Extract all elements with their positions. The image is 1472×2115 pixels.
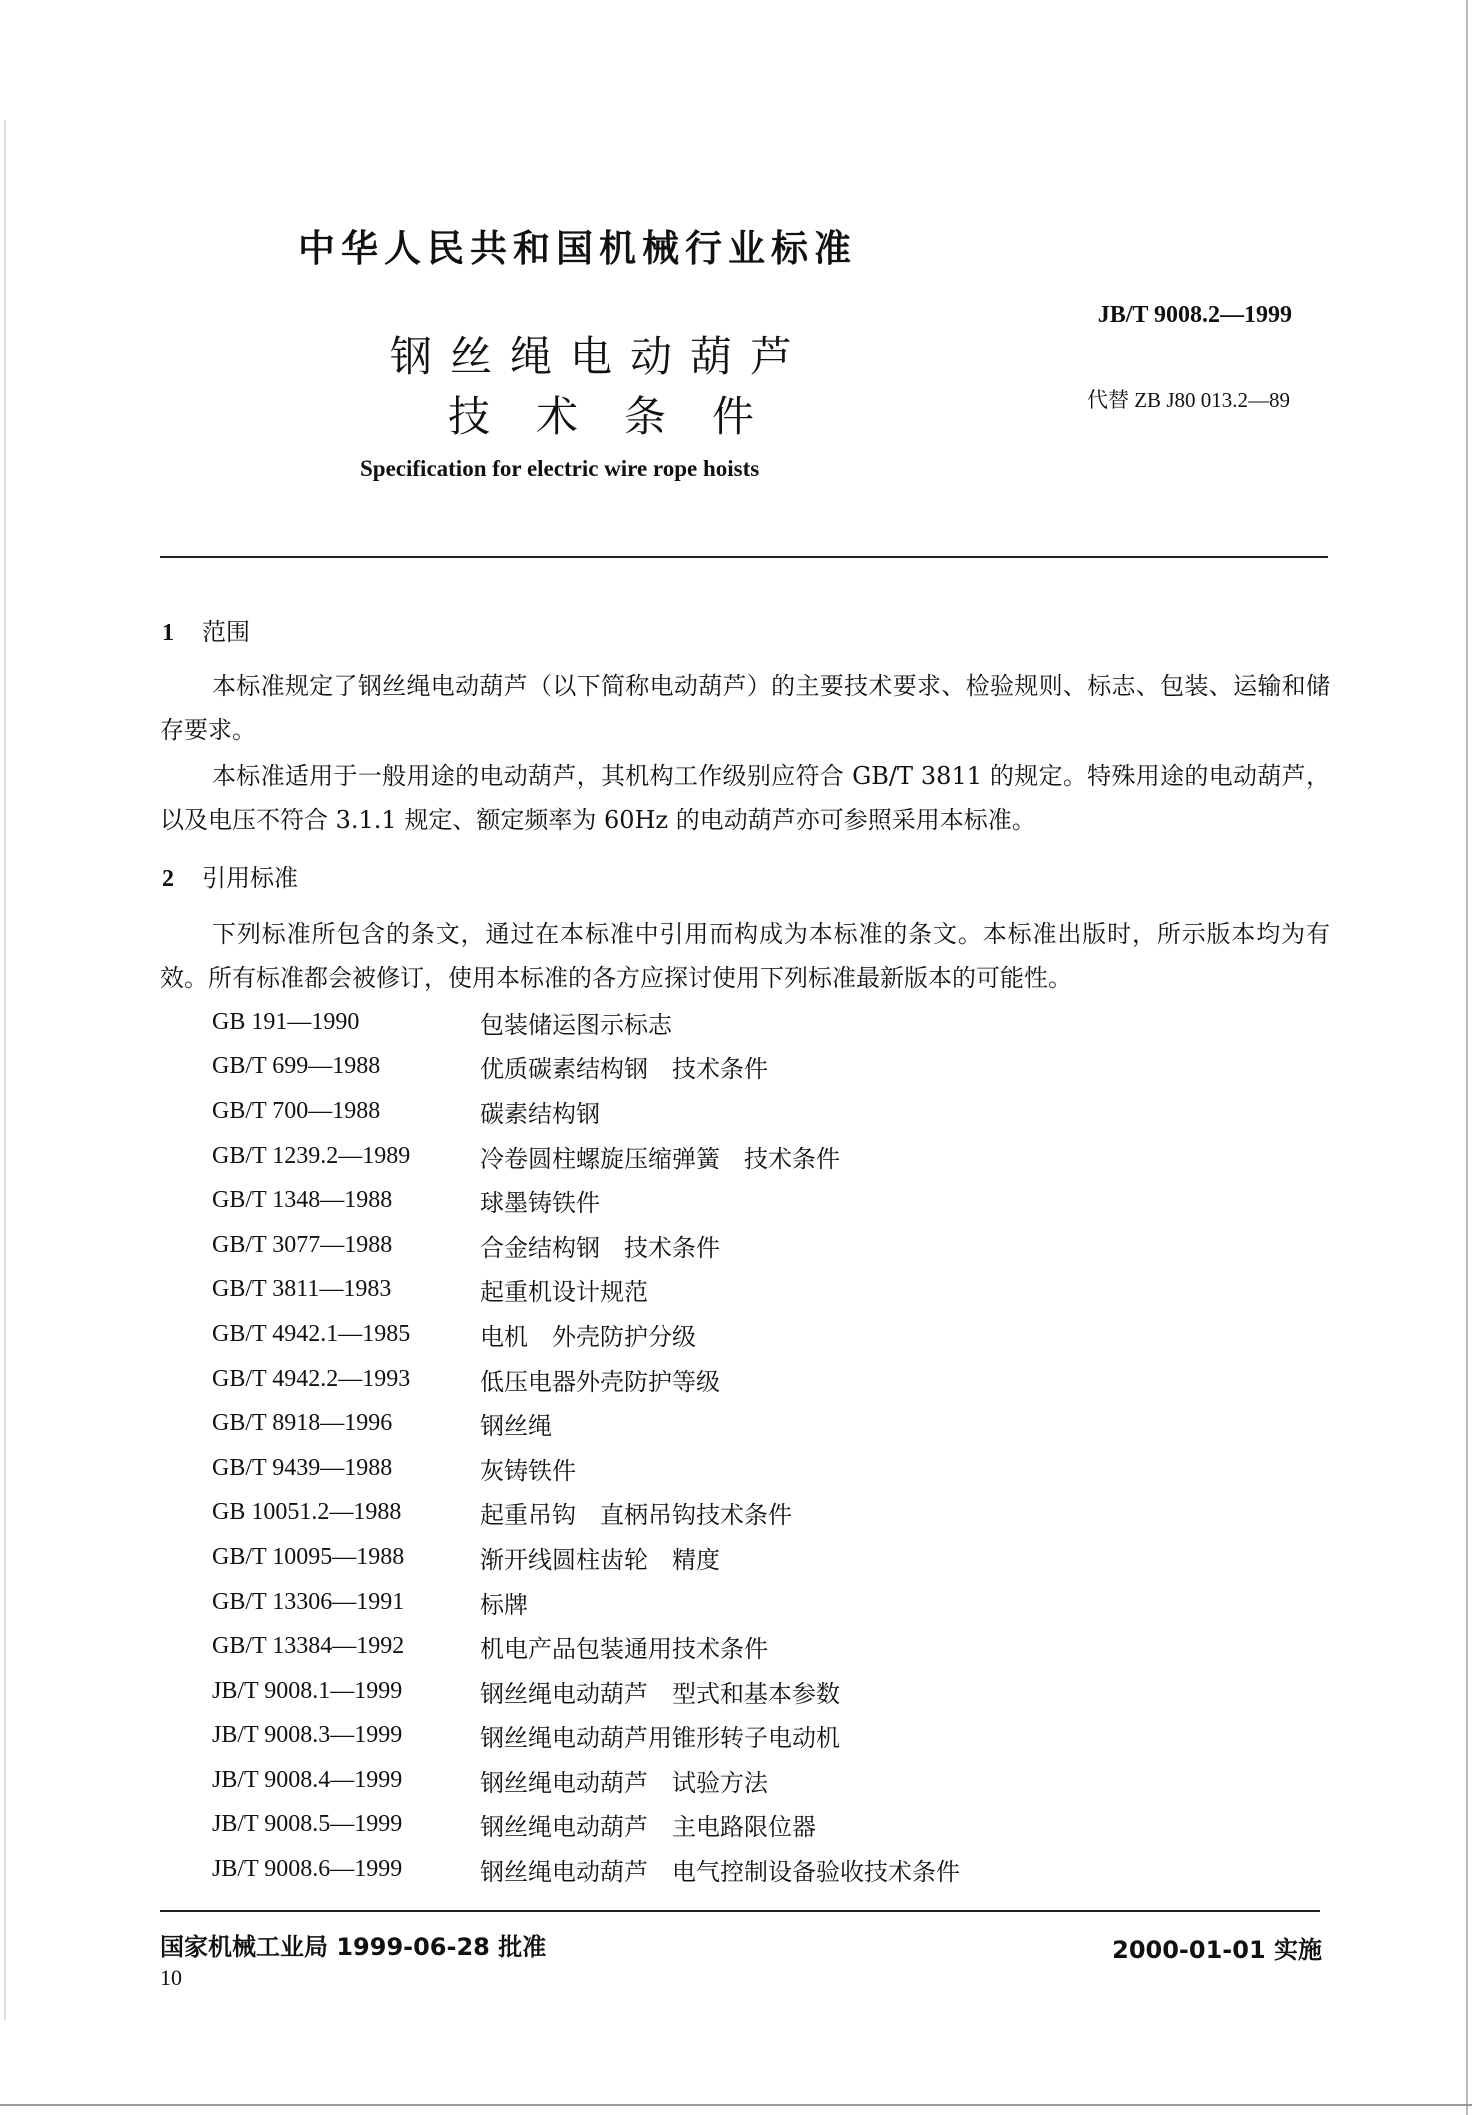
reference-code: GB/T 4942.2—1993 [212,1365,411,1392]
section-1-number: 1 [162,620,174,646]
section-1-heading [162,612,250,647]
document-title-line1: 钢丝绳电动葫芦 [390,332,811,381]
effective-date: 2000-01-01 实施 [1112,1936,1322,1964]
approval-statement: 国家机械工业局 1999-06-28 批准 [160,1933,547,1961]
reference-title: 标牌 [480,1590,528,1619]
reference-title: 冷卷圆柱螺旋压缩弹簧 技术条件 [480,1144,840,1173]
reference-title: 钢丝绳电动葫芦 型式和基本参数 [480,1679,840,1708]
reference-code: GB/T 699—1988 [212,1053,381,1080]
reference-code: GB/T 3077—1988 [212,1231,393,1258]
reference-standards-list [212,1000,960,1892]
reference-title: 包装储运图示标志 [480,1010,672,1039]
reference-row [212,1401,960,1446]
reference-code: GB/T 700—1988 [212,1097,381,1124]
reference-row [212,1491,960,1536]
reference-code: GB/T 1239.2—1989 [212,1142,411,1169]
industry-standard-title: 中华人民共和国机械行业标准 [298,227,857,270]
reference-title: 钢丝绳电动葫芦用锥形转子电动机 [480,1724,840,1753]
reference-title: 钢丝绳电动葫芦 主电路限位器 [480,1813,816,1842]
reference-title: 起重吊钩 直柄吊钩技术条件 [480,1501,792,1530]
reference-row [212,1580,960,1625]
reference-row [212,1669,960,1714]
reference-row [212,1268,960,1313]
reference-row [212,1045,960,1090]
replaces-standard: 代替 ZB J80 013.2—89 [1086,388,1290,412]
reference-title: 灰铸铁件 [480,1456,576,1485]
reference-row [212,1624,960,1669]
reference-code: JB/T 9008.5—1999 [212,1811,403,1838]
section-2-title: 引用标准 [202,864,298,892]
reference-row [212,1223,960,1268]
section-1-title: 范围 [202,618,250,646]
reference-title: 钢丝绳 [480,1412,552,1441]
reference-title: 合金结构钢 技术条件 [480,1233,720,1262]
standard-number: JB/T 9008.2—1999 [1097,302,1292,328]
reference-code: GB 10051.2—1988 [212,1499,402,1526]
document-title-line2: 技术条件 [448,392,801,441]
reference-title: 机电产品包装通用技术条件 [480,1635,768,1664]
reference-title: 渐开线圆柱齿轮 精度 [480,1545,720,1574]
scan-edge-left [4,120,6,2020]
section-1-paragraph-1: 本标准规定了钢丝绳电动葫芦（以下简称电动葫芦）的主要技术要求、检验规则、标志、包装、运输和储存要求。 [160,672,1330,744]
reference-code: GB/T 13306—1991 [212,1588,405,1615]
reference-code: GB/T 9439—1988 [212,1454,393,1481]
document-title-english: Specification for electric wire rope hoists [360,456,760,481]
reference-row [212,1446,960,1491]
footer-divider [160,1910,1320,1912]
section-2-number: 2 [162,866,174,892]
reference-code: GB/T 4942.1—1985 [212,1320,411,1347]
reference-code: JB/T 9008.1—1999 [212,1677,403,1704]
scan-edge-bottom [0,2104,1472,2106]
reference-title: 起重机设计规范 [480,1278,648,1307]
reference-title: 电机 外壳防护分级 [480,1322,696,1351]
reference-title: 低压电器外壳防护等级 [480,1367,720,1396]
header-divider [160,556,1328,558]
reference-row [212,1134,960,1179]
reference-row [212,1178,960,1223]
reference-row [212,1803,960,1848]
reference-row [212,1714,960,1759]
reference-row [212,1357,960,1402]
reference-code: GB/T 1348—1988 [212,1187,393,1214]
reference-code: GB/T 8918—1996 [212,1410,393,1437]
reference-title: 球墨铸铁件 [480,1189,600,1218]
reference-title: 钢丝绳电动葫芦 电气控制设备验收技术条件 [480,1858,960,1887]
reference-code: GB/T 13384—1992 [212,1633,405,1660]
reference-code: GB 191—1990 [212,1008,360,1035]
reference-code: JB/T 9008.6—1999 [212,1856,403,1883]
reference-row [212,1758,960,1803]
reference-row [212,1535,960,1580]
reference-title: 碳素结构钢 [480,1099,600,1128]
section-1-paragraph-2: 本标准适用于一般用途的电动葫芦，其机构工作级别应符合 GB/T 3811 的规定。特殊用途的电动葫芦，以及电压不符合 3.1.1 规定、额定频率为 60Hz 的电动葫芦亦可参照采用本标准。 [160,762,1330,834]
reference-code: JB/T 9008.4—1999 [212,1766,403,1793]
reference-title: 优质碳素结构钢 技术条件 [480,1055,768,1084]
reference-row [212,1847,960,1892]
reference-title: 钢丝绳电动葫芦 试验方法 [480,1768,768,1797]
section-2-paragraph-1: 下列标准所包含的条文，通过在本标准中引用而构成为本标准的条文。本标准出版时，所示版本均为有效。所有标准都会被修订，使用本标准的各方应探讨使用下列标准最新版本的可能性。 [160,920,1330,992]
reference-code: GB/T 10095—1988 [212,1543,405,1570]
scan-edge-right [1466,0,1468,2115]
page-number: 10 [160,1965,182,1990]
reference-row [212,1089,960,1134]
section-2-heading [162,858,298,893]
reference-code: GB/T 3811—1983 [212,1276,392,1303]
reference-row [212,1312,960,1357]
reference-row [212,1000,960,1045]
reference-code: JB/T 9008.3—1999 [212,1722,403,1749]
